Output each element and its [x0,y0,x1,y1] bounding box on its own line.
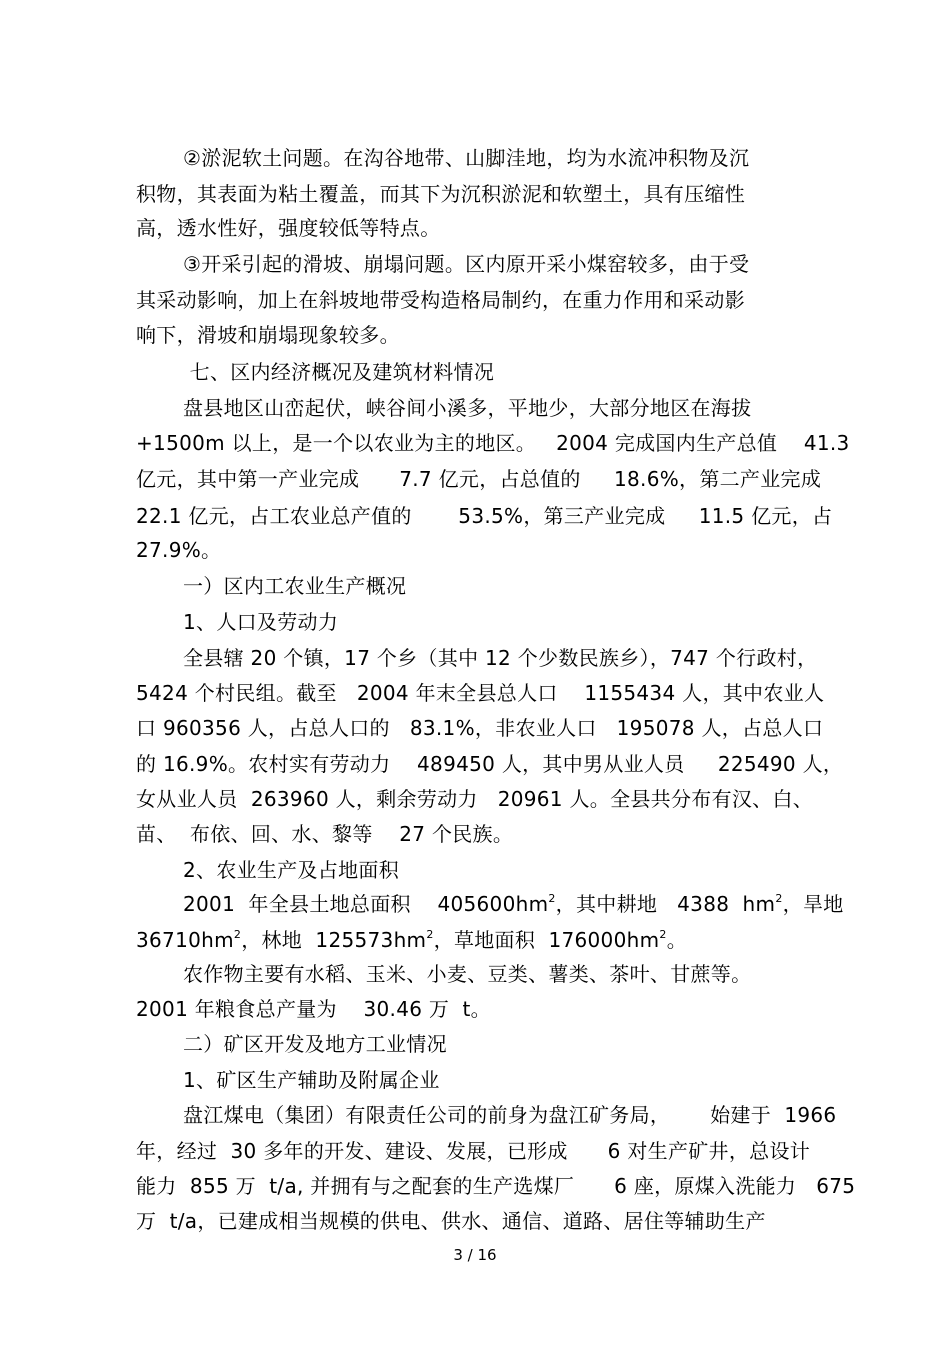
text-line: 27.9%。 [136,538,222,562]
text-line: 2001 年粮食总产量为 30.46 万 t。 [136,997,491,1021]
text-fragment: 36710hm [136,928,234,952]
text-line: 积物，其表面为粘土覆盖，而其下为沉积淤泥和软塑土，具有压缩性 [136,182,745,206]
text-line: 全县辖 20 个镇，17 个乡（其中 12 个少数民族乡），747 个行政村， [183,646,818,670]
text-fragment: ，其中耕地 4388 hm [555,892,776,916]
text-line-land-area [183,890,844,918]
text-line: 响下，滑坡和崩塌现象较多。 [136,323,400,347]
text-line: ②淤泥软土问题。在沟谷地带、山脚洼地，均为水流冲积物及沉 [183,146,750,170]
superscript: 2 [548,892,556,905]
text-line: +1500m 以上，是一个以农业为主的地区。 2004 完成国内生产总值 41.3 [136,431,850,455]
text-line: 万 t/a，已建成相当规模的供电、供水、通信、道路、居住等辅助生产 [136,1209,766,1233]
subsection-heading: 2、农业生产及占地面积 [183,858,400,882]
text-line: 能力 855 万 t/a, 并拥有与之配套的生产选煤厂 6 座，原煤入洗能力 675 [136,1174,856,1198]
page-number: 3 / 16 [453,1246,497,1264]
text-line: 的 16.9%。农村实有劳动力 489450 人，其中男从业人员 225490 人， [136,752,844,776]
text-fragment: ，草地面积 176000hm [433,928,660,952]
text-fragment: ，林地 125573hm [241,928,427,952]
text-line: 22.1 亿元，占工农业总产值的 53.5%，第三产业完成 11.5 亿元，占 [136,504,833,528]
text-line: 农作物主要有水稻、玉米、小麦、豆类、薯类、茶叶、甘蔗等。 [183,962,752,986]
text-line: ③开采引起的滑坡、崩塌问题。区内原开采小煤窑较多，由于受 [183,252,750,276]
text-fragment: 2001 年全县土地总面积 405600hm [183,892,549,916]
text-line: 亿元，其中第一产业完成 7.7 亿元，占总值的 18.6%，第二产业完成 [136,467,822,491]
superscript: 2 [233,928,242,941]
section-heading: 七、区内经济概况及建筑材料情况 [183,360,495,384]
subsection-heading: 1、矿区生产辅助及附属企业 [183,1068,440,1092]
subsection-heading: 一）区内工农业生产概况 [183,574,407,598]
text-line: 苗、 布依、回、水、黎等 27 个民族。 [136,822,514,846]
text-fragment: ，旱地 [782,892,844,916]
text-line: 口 960356 人，占总人口的 83.1%，非农业人口 195078 人，占总人口 [136,716,824,740]
superscript: 2 [659,928,667,941]
subsection-heading: 1、人口及劳动力 [183,610,339,634]
text-line: 5424 个村民组。截至 2004 年末全县总人口 1155434 人，其中农业人 [136,681,825,705]
text-line-land-area [136,926,687,954]
subsection-heading: 二）矿区开发及地方工业情况 [183,1032,447,1056]
text-line: 盘县地区山峦起伏，峡谷间小溪多，平地少，大部分地区在海拔 [183,396,752,420]
superscript: 2 [426,928,434,941]
text-line: 女从业人员 263960 人，剩余劳动力 20961 人。全县共分布有汉、白、 [136,787,814,811]
text-fragment: 。 [666,928,687,952]
superscript: 2 [775,892,783,905]
text-line: 盘江煤电（集团）有限责任公司的前身为盘江矿务局， 始建于 1966 [183,1103,837,1127]
text-line: 年，经过 30 多年的开发、建设、发展，已形成 6 对生产矿井，总设计 [136,1139,811,1163]
text-line: 高，透水性好，强度较低等特点。 [136,216,441,240]
text-line: 其采动影响，加上在斜坡地带受构造格局制约，在重力作用和采动影 [136,288,745,312]
